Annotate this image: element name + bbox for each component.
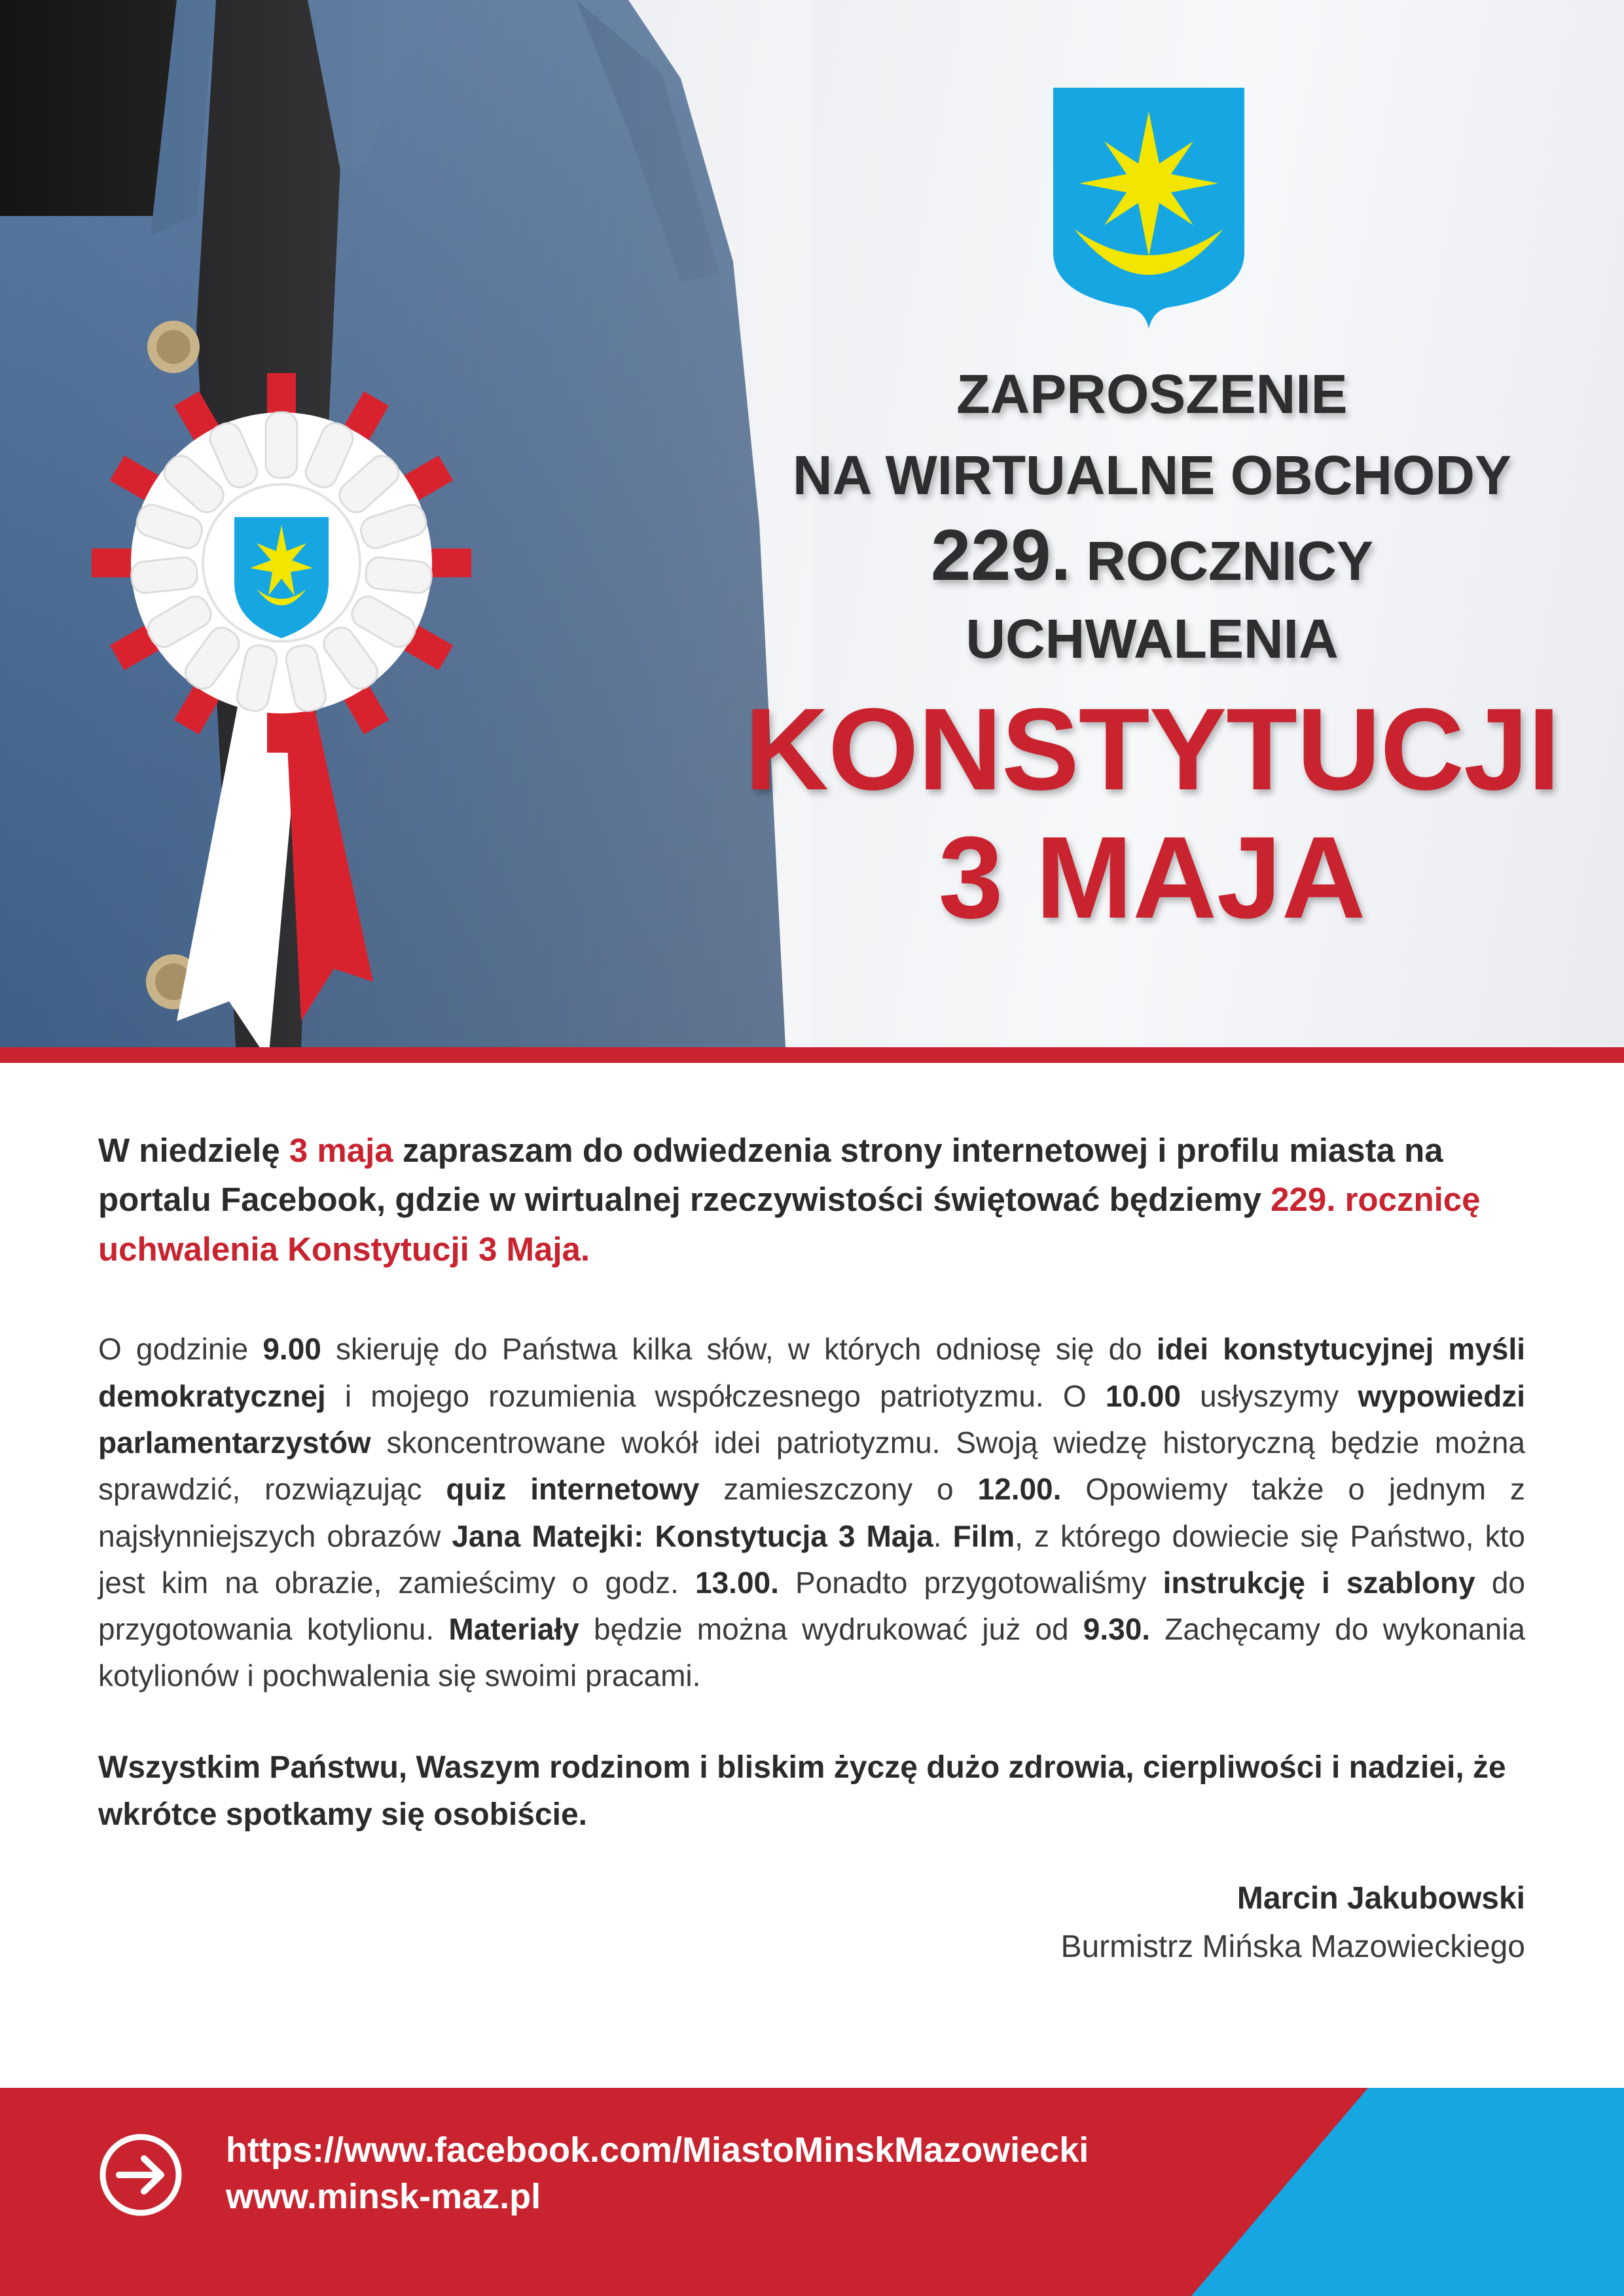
city-coat-of-arms-logo [1051, 85, 1247, 331]
body-text: będzie można wydrukować już od [579, 1612, 1083, 1647]
body-bold: 9.30. [1083, 1612, 1151, 1647]
program-paragraph [98, 1326, 1525, 1699]
wishes-paragraph: Wszystkim Państwu, Waszym rodzinom i bliskim życzę dużo zdrowia, cierpliwości i nadziei, że wkrótce spotkamy się osobiście. [98, 1749, 1506, 1832]
body-bold: 10.00 [1105, 1378, 1181, 1413]
footer-links [226, 2127, 1089, 2221]
letter-content [98, 1126, 1525, 1972]
arrow-right-circle-icon[interactable] [98, 2132, 183, 2217]
intro-text-start: W niedzielę [98, 1132, 289, 1169]
body-bold: 12.00. [977, 1472, 1062, 1507]
title-anniversary-number: 229. [930, 515, 1072, 596]
body-bold: Film [952, 1518, 1015, 1553]
title-virtual-celebration: NA WIRTUALNE OBCHODY [792, 444, 1512, 506]
title-adoption: UCHWALENIA [965, 608, 1339, 670]
body-text: usłyszymy [1180, 1378, 1358, 1413]
invitation-title [727, 363, 1578, 942]
title-anniversary [727, 515, 1578, 596]
body-bold: idei konstytucyjnej myśli demokratycznej [98, 1332, 1526, 1413]
body-text: skoncentrowane wokół idei patriotyzmu. Swoją wiedzę historyczną będzie można sprawdzić, rozwiązując [98, 1426, 1525, 1507]
body-text: i mojego rozumienia współczesnego patriotyzmu. O [325, 1378, 1106, 1413]
intro-date: 3 maja [289, 1132, 393, 1169]
body-text: Zachęcamy do wykonania kotylionów i pochwalenia się swoimi pracami. [98, 1612, 1525, 1693]
facebook-link[interactable]: https://www.facebook.com/MiastoMinskMazowiecki [226, 2130, 1089, 2170]
body-text: Opowiemy także o jednym z najsłynniejszych obrazów [98, 1472, 1525, 1553]
title-constitution: KONSTYTUCJI [744, 684, 1560, 814]
divider-band [0, 1047, 1624, 1063]
signature [98, 1874, 1525, 1972]
intro-text-middle: zapraszam do odwiedzenia strony internetowej i profilu miasta na portalu Facebook, gdzie w wirtualnej rzeczywistości świętować będziemy [98, 1132, 1443, 1219]
hero-banner [0, 0, 1624, 1047]
body-text: O godzinie [98, 1332, 263, 1367]
body-bold: 9.00 [262, 1332, 321, 1367]
title-invitation: ZAPROSZENIE [956, 363, 1348, 425]
intro-paragraph [98, 1126, 1525, 1274]
title-anniversary-word: ROCZNICY [1086, 530, 1374, 592]
body-bold: instrukcję i szablony [1163, 1565, 1475, 1600]
body-bold: quiz internetowy [446, 1472, 700, 1507]
title-date: 3 MAJA [938, 812, 1366, 942]
website-link[interactable]: www.minsk-maz.pl [226, 2177, 541, 2217]
body-text: Ponadto przygotowaliśmy [778, 1565, 1163, 1600]
body-text: skieruję do Państwa kilka słów, w których odniosę się do [321, 1332, 1157, 1367]
body-bold: wypowiedzi parlamentarzystów [98, 1378, 1525, 1460]
body-text: zamieszczony o [699, 1472, 978, 1507]
body-bold: 13.00. [695, 1565, 779, 1600]
body-bold: Jana Matejki: Konstytucja 3 Maja [452, 1518, 933, 1553]
signature-role: Burmistrz Mińska Mazowieckiego [1060, 1929, 1525, 1965]
denim-jacket-rosette-photo [0, 0, 812, 1047]
body-bold: Materiały [448, 1612, 579, 1647]
intro-anniversary: 229. rocznicę uchwalenia Konstytucji 3 Maja. [98, 1181, 1481, 1268]
signature-name: Marcin Jakubowski [1236, 1880, 1525, 1916]
body-text: , z którego dowiecie się Państwo, kto jest kim na obrazie, zamieścimy o godz. [98, 1518, 1525, 1600]
body-text: . [933, 1518, 953, 1553]
body-text: do przygotowania kotylionu. [98, 1565, 1525, 1647]
